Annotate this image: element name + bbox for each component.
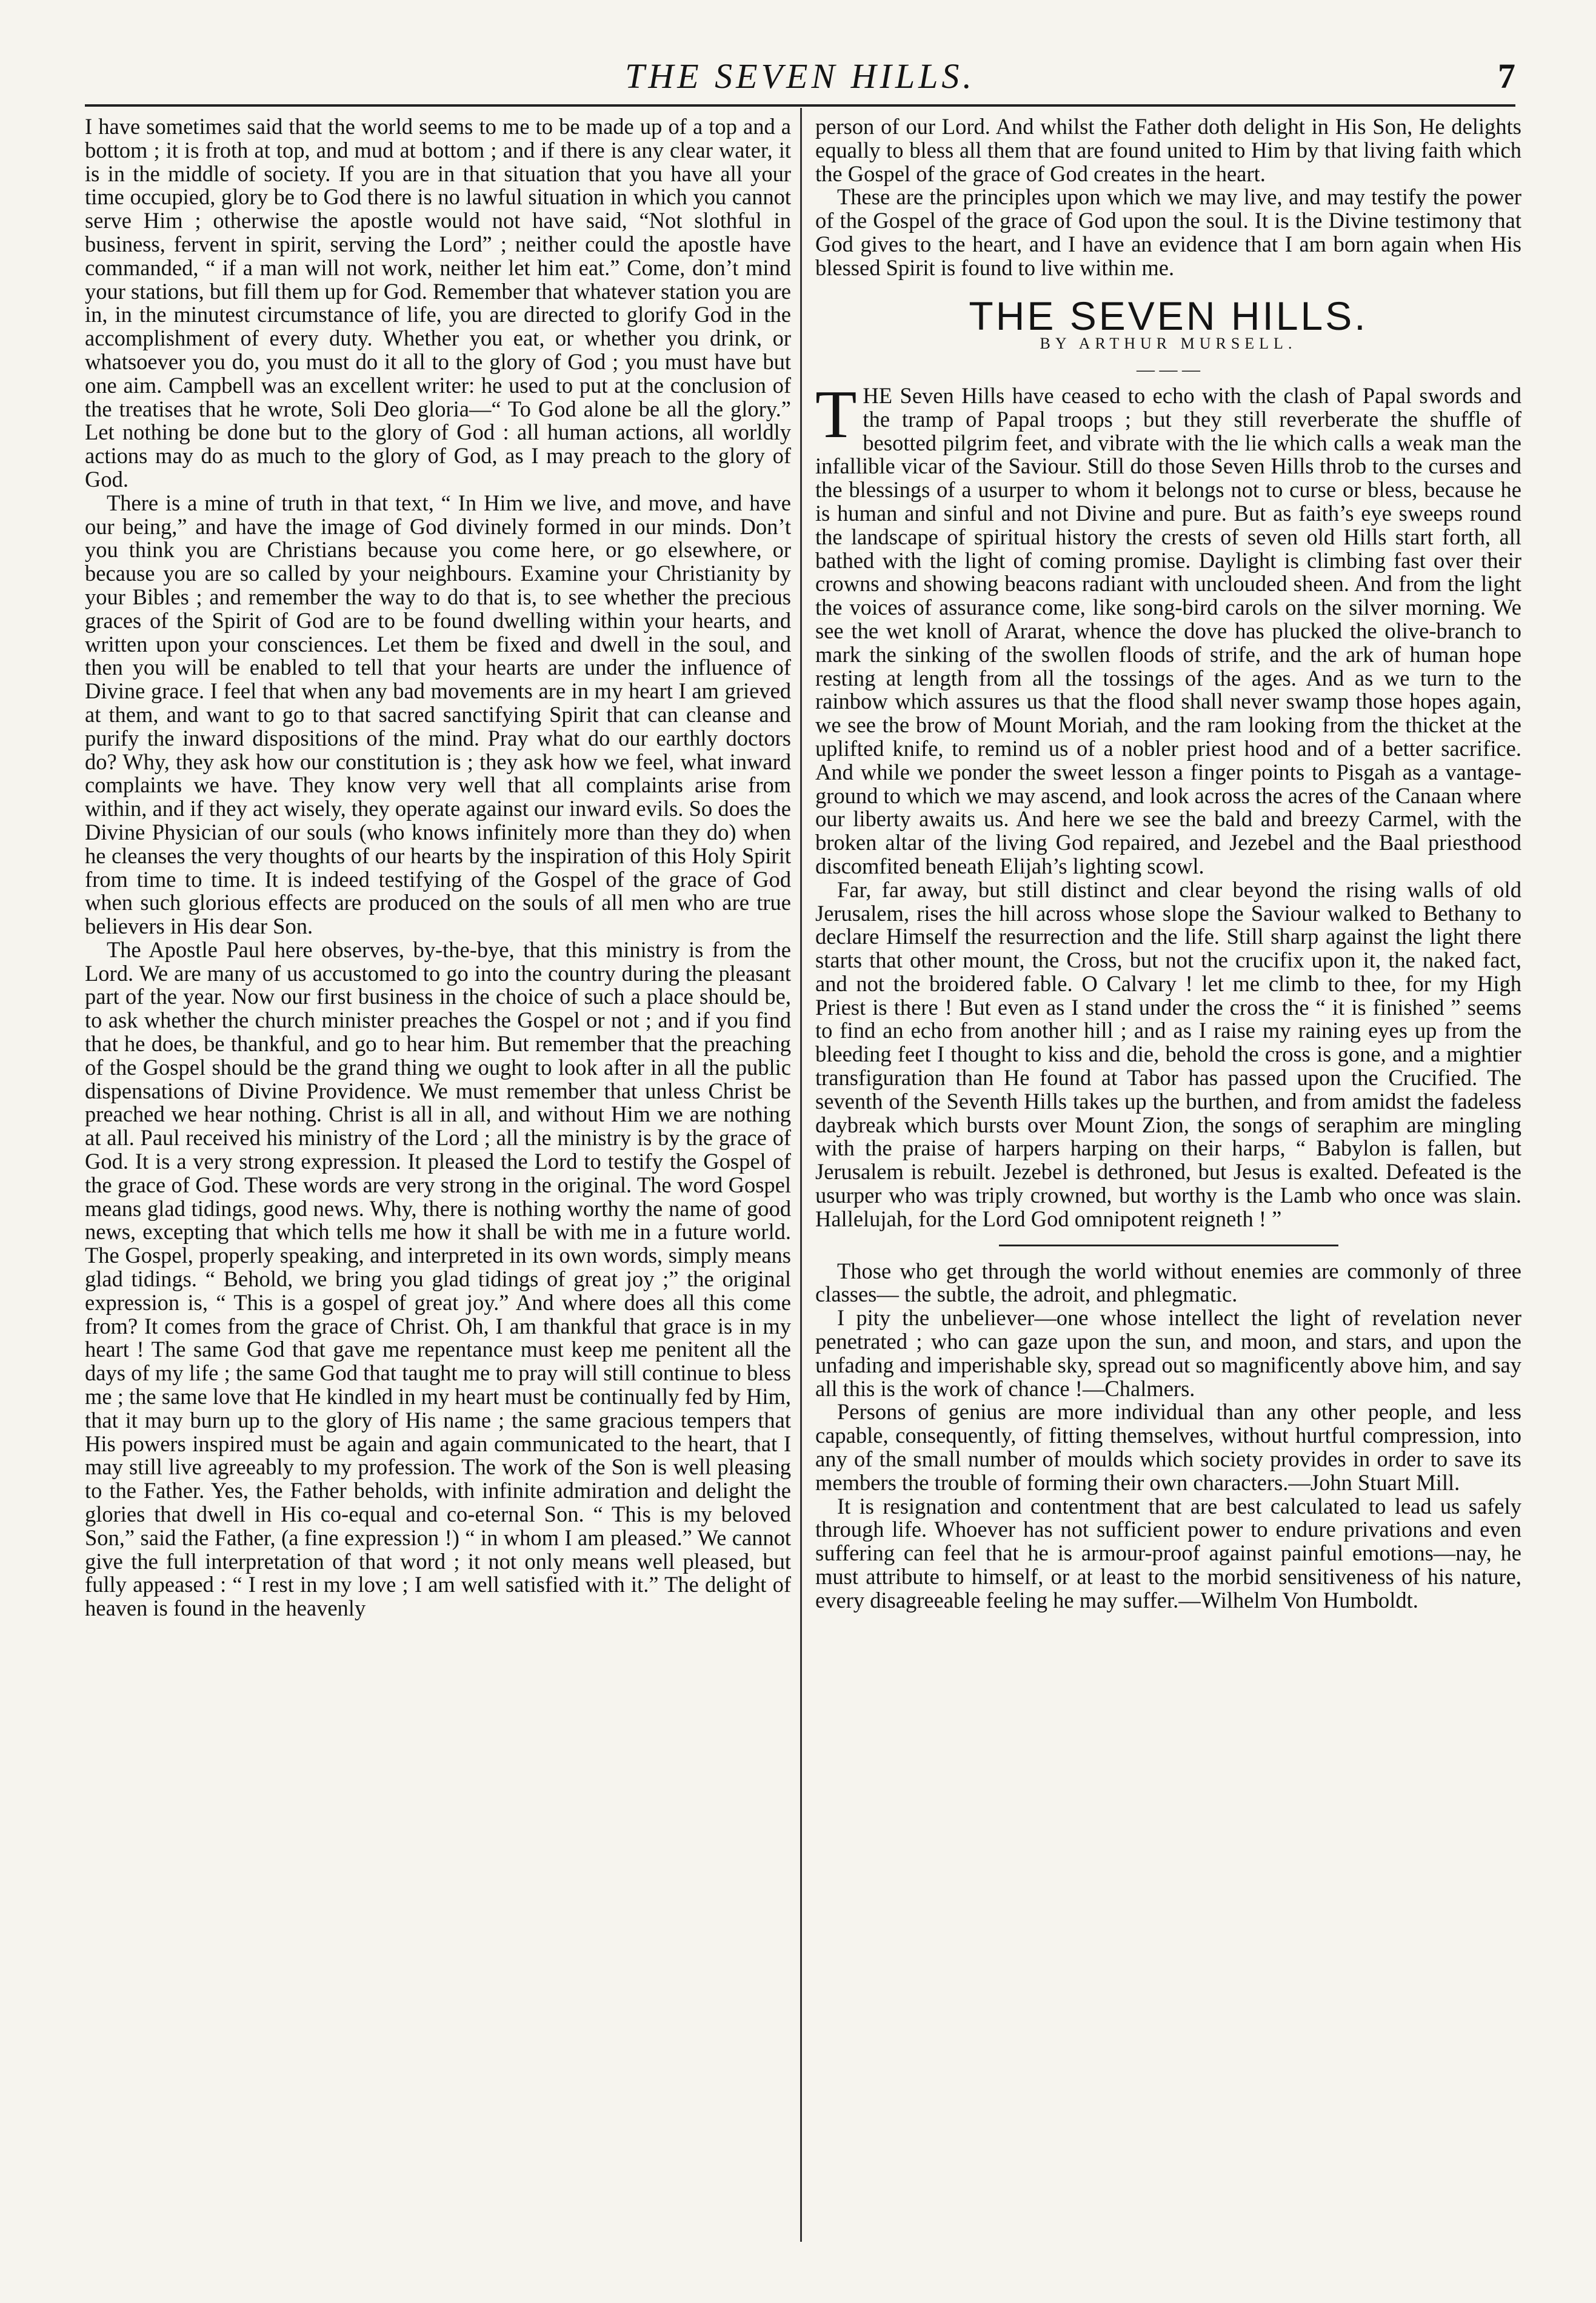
- article-title: THE SEVEN HILLS.: [969, 293, 1368, 338]
- quote-paragraph-2: I pity the unbeliever—one whose intellect the light of revelation never penetrated ; who can gaze upon the sun, and moon, and stars, and upon the unfading and imperishable sky, spread out so magnificently above him, and say all this is the work of chance !—Chalmers.: [815, 1305, 1521, 1401]
- right-column: [815, 115, 1521, 1613]
- column-rule: [800, 108, 802, 2242]
- article-paragraph-1-text: HE Seven Hills have ceased to echo with the clash of Papal swords and the tramp of Papal troops ; but they still reverberate the shuffle of besotted pilgrim feet, and vibrate with the lie which calls a weak man the infallible vicar of the Saviour. Still do those Seven Hills throb to the curses and the blessings of a usurper to whom it belongs not to curse or bless, because he is human and sinful and not Divine and pure. But as faith’s eye sweeps round the landscape of spiritual history the crests of seven old Hills start forth, all bathed with the light of coming promise. Daylight is climbing fast over their crowns and showing beacons radiant with unclouded sheen. And from the light the voices of assurance come, like song-bird carols on the silver morning. We see the wet knoll of Ararat, whence the dove has plucked the olive-branch to mark the sinking of the swollen floods of strife, and the ark of human hope resting at length from all the tossings of the ages. And as we turn to the rainbow which assures us that the flood shall never swamp those hopes again, we see the brow of Mount Moriah, and the ram looking from the thicket at the uplifted knife, to remind us of a nobler priest hood and of a better sacrifice. And while we ponder the sweet lesson a finger points to Pisgah as a vantage-ground to which we may ascend, and look across the acres of the Canaan where our liberty awaits us. And here we see the bald and breezy Carmel, with the broken altar of the living God repaired, and Jezebel and the Baal priesthood discomfited beneath Elijah’s lighting scowl.: [815, 383, 1521, 878]
- article-paragraph-1: [815, 376, 1521, 878]
- left-column: [85, 115, 791, 1620]
- article-byline: BY ARTHUR MURSELL.: [1040, 335, 1297, 353]
- quote-paragraph-1: Those who get through the world without enemies are commonly of three classes— the subtle, the adroit, and phlegmatic.: [815, 1258, 1521, 1307]
- section-divider: [999, 1245, 1338, 1246]
- sermon-paragraph-1: I have sometimes said that the world seems to me to be made up of a top and a bottom ; it is froth at top, and mud at bottom ; and if there is any clear water, it is in the middle of society. If you are in that situation that you have all your time occupied, glory be to God there is no lawful situation in which you cannot serve Him ; otherwise the apostle would not have said, “Not slothful in business, fervent in spirit, serving the Lord” ; neither could the apostle have commanded, “ if a man will not work, neither let him eat.” Come, don’t mind your stations, but fill them up for God. Remember that whatever station you are in, in the minutest circumstance of life, you are directed to glorify God in the accomplishment of every duty. Whether you eat, or whether you drink, or whatsoever you do, you must do it all to the glory of God ; you must have but one aim. Campbell was an excellent writer: he used to put at the conclusion of the treatises that he wrote, Soli Deo gloria—“ To God alone be all the glory.” Let nothing be done but to the glory of God : all human actions, all worldly actions may do as much to the glory of God, as I may preach to the glory of God.: [85, 114, 791, 492]
- quote-paragraph-3: Persons of genius are more individual than any other people, and less capable, consequently, of fitting themselves, without hurtful compression, into any of the small number of moulds which society provides in order to save its members the trouble of forming their own characters.—John Stuart Mill.: [815, 1399, 1521, 1495]
- sermon-paragraph-3: The Apostle Paul here observes, by-the-bye, that this ministry is from the Lord. We are many of us accustomed to go into the country during the pleasant part of the year. Now our first business in the choice of such a place should be, to ask whether the church minister preaches the Gospel or not ; and if you find that he does, be thankful, and go to hear him. But remember that the preaching of the Gospel should be the grand thing we ought to look after in all the public dispensations of Divine Providence. We must remember that unless Christ be preached we hear nothing. Christ is all in all, and without Him we are nothing at all. Paul received his ministry of the Lord ; all the ministry is by the grace of God. It is a very strong expression. It pleased the Lord to testify the Gospel of the grace of God. These words are very strong in the original. The word Gospel means glad tidings, good news. Why, there is nothing worthy the name of good news, excepting that which tells me how it shall be with me in a future world. The Gospel, properly speaking, and interpreted in its own words, simply means glad tidings. “ Behold, we bring you glad tidings of great joy ;” the original expression is, “ This is a gospel of great joy.” And where does all this come from? It comes from the grace of Christ. Oh, I am thankful that grace is in my heart ! The same God that gave me repentance must keep me penitent all the days of my life ; the same God that taught me to pray will still continue to bless me ; the same love that He kindled in my heart must be continually fed by Him, that it may burn up to the glory of His name ; the same gracious tempers that His powers inspired must be again and again communicated to the heart, that I may still live agreeably to my profession. The work of the Son is well pleasing to the Father. Yes, the Father beholds, with infinite admiration and delight the glories that dwell in His co-equal and co-eternal Son. “ This is my beloved Son,” said the Father, (a fine expression !) “ in whom I am pleased.” We cannot give the full interpretation of that word ; it not only means well pleased, but fully appeased : “ I rest in my love ; I am well satisfied with it.” The delight of heaven is found in the heavenly: [85, 937, 791, 1621]
- sermon-continuation-1: person of our Lord. And whilst the Father doth delight in His Son, He delights equally to bless all them that are found united to Him by that living faith which the Gospel of the grace of God creates in the heart.: [815, 114, 1521, 186]
- header-rule: [85, 104, 1515, 107]
- sermon-continuation-2: These are the principles upon which we may live, and may testify the power of the Gospel of the grace of God upon the soul. It is the Divine testimony that God gives to the heart, and I have an evidence that I am born again when His blessed Spirit is found to live within me.: [815, 184, 1521, 280]
- running-title: THE SEVEN HILLS.: [625, 56, 975, 96]
- page-number: 7: [1498, 56, 1515, 96]
- quote-paragraph-4: It is resignation and contentment that are best calculated to lead us safely through life. Whoever has not sufficient power to endure privations and even suffering can feel that he is armour-proof against painful emotions—nay, he must attribute to himself, or at least to the morbid sensitiveness of his nature, every disagreeable feeling he may suffer.—Wilhelm Von Humboldt.: [815, 1493, 1521, 1613]
- article-paragraph-2: Far, far away, but still distinct and clear beyond the rising walls of old Jerusalem, rises the hill across whose slope the Saviour walked to Bethany to declare Himself the resurrection and the life. Still sharp against the light there starts that other mount, the Cross, but not the crucifix upon it, the naked fact, and not the broidered fable. O Calvary ! let me climb to thee, for my High Priest is there ! But even as I stand under the cross the “ it is finished ” seems to find an echo from another hill ; and as I raise my raining eyes up from the bleeding feet I thought to kiss and die, behold the cross is gone, and a mightier transfiguration than He found at Tabor has passed upon the Crucified. The seventh of the Seventh Hills takes up the burthen, and from amidst the fadeless daybreak which bursts over Mount Zion, the songs of seraphim are mingling with the praise of harpers harping on their harps, “ Babylon is fallen, but Jerusalem is rebuilt. Jezebel is dethroned, but Jesus is exalted. Defeated is the usurper who was triply crowned, but worthy is the Lamb who once was slain. Hallelujah, for the Lord God omnipotent reigneth ! ”: [815, 877, 1521, 1231]
- sermon-paragraph-2: There is a mine of truth in that text, “ In Him we live, and move, and have our being,” and have the image of God divinely formed in our minds. Don’t you think you are Christians because you come here, or go elsewhere, or because you are so called by your neighbours. Examine your Christianity by your Bibles ; and remember the way to do that is, to see whether the precious graces of the Spirit of God are to be found dwelling within your hearts, and written upon your consciences. Let them be fixed and dwell in the soul, and then you will be enabled to tell that your hearts are under the influence of Divine grace. I feel that when any bad movements are in my heart I am grieved at them, and want to go to that sacred sanctifying Spirit that can cleanse and purify the inward dispositions of the mind. Pray what do our earthly doctors do? Why, they ask how our constitution is ; they ask how we feel, what inward complaints we have. They know very well that all complaints arise from within, and if they act wisely, they operate against our inward evils. So does the Divine Physician of our souls (who knows infinitely more than they do) when he cleanses the very thoughts of our hearts by the inspiration of this Holy Spirit from time to time. It is indeed testifying of the Gospel of the grace of God when such glorious effects are produced on the souls of all men who are true believers in His dear Son.: [85, 490, 791, 939]
- article-rule: — — —: [1137, 359, 1200, 380]
- drop-cap: T: [815, 376, 857, 452]
- page-header: [85, 56, 1515, 104]
